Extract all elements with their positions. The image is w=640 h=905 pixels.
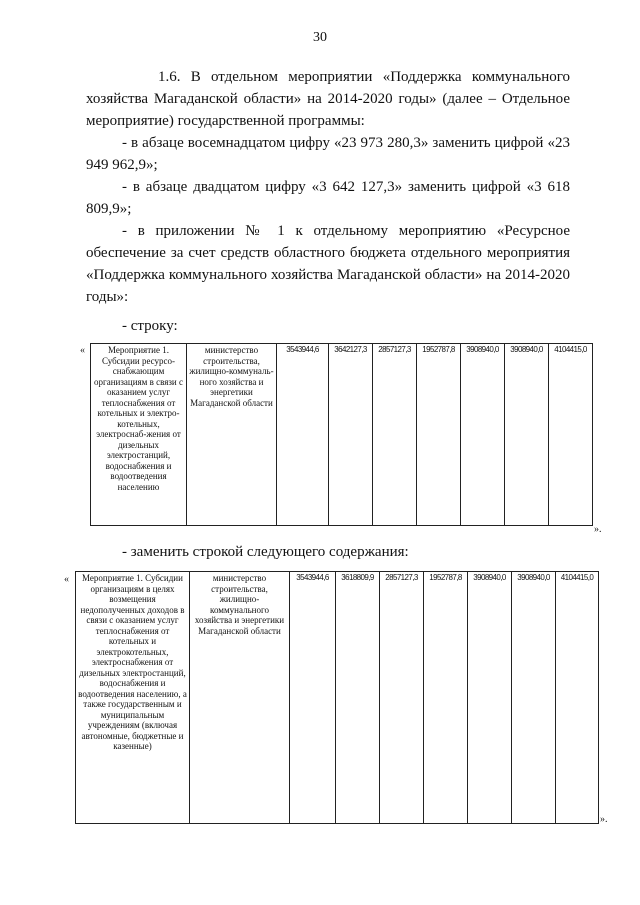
table-new-executor-cell: министерство строительства, жилищно-коммунального хозяйства и энергетики Магаданской области: [190, 572, 290, 824]
table-old-value-4: 1952787,8: [417, 344, 461, 526]
table-new-close-quote: ».: [600, 814, 608, 825]
table-new-open-quote: «: [64, 574, 69, 585]
table-new-data-row: [76, 572, 599, 824]
item-appendix-1: - в приложении № 1 к отдельному мероприятию «Ресурсное обеспечение за счет средств областного бюджета отдельного мероприятия «Поддержка коммунального хозяйства Магаданской области» на 2014-2020 годы»:: [86, 223, 570, 305]
table-old-value-5: 3908940,0: [461, 344, 505, 526]
item-paragraph-18: - в абзаце восемнадцатом цифру «23 973 280,3» заменить цифрой «23 949 962,9»;: [86, 135, 570, 173]
table-old-open-quote: «: [80, 345, 85, 356]
table-old-executor-cell: министерство строительства, жилищно-коммуналь-ного хозяйства и энергетики Магаданской области: [187, 344, 277, 526]
document-body: [86, 66, 570, 308]
label-replace: - заменить строкой следующего содержания:: [122, 544, 409, 560]
paragraph-number: 1.6.: [158, 69, 181, 85]
table-old-close-quote: ».: [594, 524, 602, 535]
table-new-value-7: 4104415,0: [556, 572, 599, 824]
paragraph-1-6-continuation: хозяйства Магаданской области» на 2014-2020 годы» (далее – Отдельное мероприятие) государственной программы:: [86, 91, 570, 129]
table-old-title-cell: Мероприятие 1. Субсидии ресурсо-снабжающим организациям в связи с оказанием услуг теплоснабжения от котельных и электро-котельных, электроснаб-жения от дизельных электростанций, водоснабжения и водоотведения населению: [91, 344, 187, 526]
table-old-value-1: 3543944,6: [277, 344, 329, 526]
table-new-value-5: 3908940,0: [468, 572, 512, 824]
table-new-value-3: 2857127,3: [380, 572, 424, 824]
table-new-value-2: 3618809,9: [336, 572, 380, 824]
table-new-value-4: 1952787,8: [424, 572, 468, 824]
table-new-value-1: 3543944,6: [290, 572, 336, 824]
paragraph-1-6-lead: В отдельном мероприятии «Поддержка коммунального: [190, 69, 571, 85]
table-new-title-cell: Мероприятие 1. Субсидии организациям в целях возмещения недополученных доходов в связи с оказанием услуг теплоснабжения от котельных и электрокотельных, электроснабжения от дизельных электростанций, водоснабжения и водоотведения населению, а также государственным и муниципальным учреждениям (включая автономные, бюджетные и казенные): [76, 572, 190, 824]
table-new-row: [75, 571, 599, 824]
paragraph-1-6-first-line: [86, 66, 570, 88]
page-number: 30: [313, 30, 327, 45]
table-old-data-row: [91, 344, 593, 526]
table-old-value-6: 3908940,0: [505, 344, 549, 526]
table-old-value-2: 3642127,3: [329, 344, 373, 526]
label-row: - строку:: [122, 318, 178, 334]
table-old-value-7: 4104415,0: [549, 344, 593, 526]
item-paragraph-20: - в абзаце двадцатом цифру «3 642 127,3» заменить цифрой «3 618 809,9»;: [86, 179, 570, 217]
table-old-row: [90, 343, 593, 526]
table-new-value-6: 3908940,0: [512, 572, 556, 824]
table-old-value-3: 2857127,3: [373, 344, 417, 526]
